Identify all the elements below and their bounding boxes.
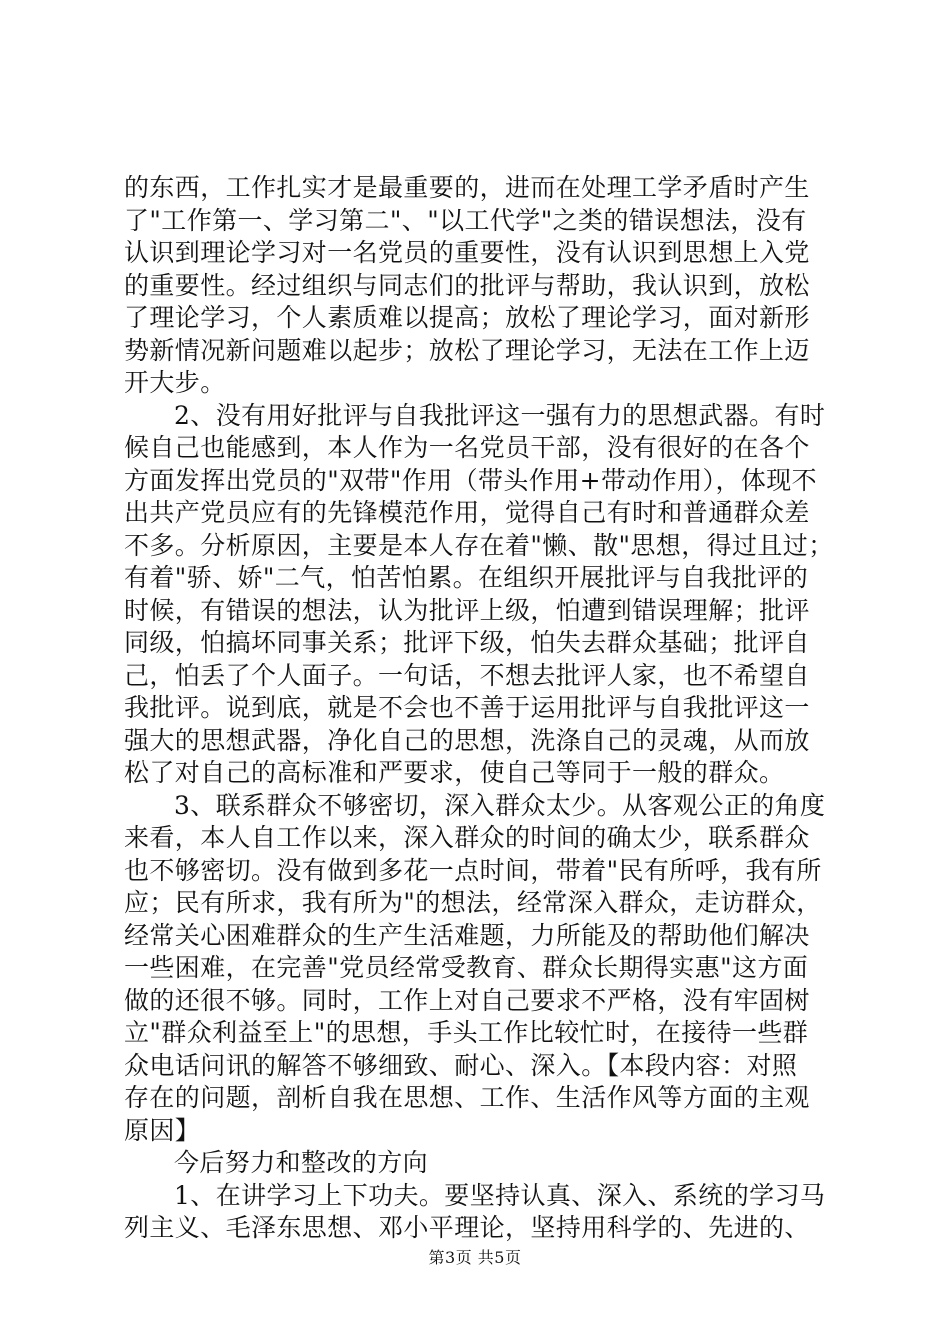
text-line: 时候，有错误的想法，认为批评上级，怕遭到错误理解；批评 [124,595,810,625]
paragraph-first-line: 1、在讲学习上下功夫。要坚持认真、深入、系统的学习马 [174,1180,826,1210]
text-line: 不多。分析原因，主要是本人存在着"懒、散"思想，得过且过； [124,530,834,560]
text-line: 了"工作第一、学习第二"、"以工代学"之类的错误想法，没有 [124,205,807,235]
text-line: 开大步。 [124,368,226,397]
text-line: 我批评。说到底，就是不会也不善于运用批评与自我批评这一 [124,693,810,722]
text-line: 立"群众利益至上"的思想，手头工作比较忙时，在接待一些群 [124,1018,809,1047]
text-line: 经常关心困难群众的生产生活难题，力所能及的帮助他们解决 [124,920,810,950]
paragraph-first-line: 3、联系群众不够密切，深入群众太少。从客观公正的角度 [174,790,826,820]
text-line: 众电话问讯的解答不够细致、耐心、深入。【本段内容：对照 [124,1050,798,1080]
text-line: 己，怕丢了个人面子。一句话，不想去批评人家，也不希望自 [124,660,810,690]
text-line: 同级，怕搞坏同事关系；批评下级，怕失去群众基础；批评自 [124,628,810,657]
text-line: 应；民有所求，我有所为"的想法，经常深入群众，走访群众， [124,888,822,917]
page-footer: 第3页 共5页 [428,1248,522,1267]
text-line: 强大的思想武器，净化自己的思想，洗涤自己的灵魂，从而放 [124,725,810,755]
text-line: 认识到理论学习对一名党员的重要性，没有认识到思想上入党 [124,238,810,267]
text-line: 也不够密切。没有做到多花一点时间，带着"民有所呼，我有所 [124,855,822,885]
text-line: 来看，本人自工作以来，深入群众的时间的确太少，联系群众 [124,823,810,852]
paragraph-first-line: 2、没有用好批评与自我批评这一强有力的思想武器。有时 [174,400,826,430]
text-line: 原因】 [124,1115,201,1145]
text-line: 势新情况新问题难以起步；放松了理论学习，无法在工作上迈 [124,335,810,365]
document-body [124,172,834,1245]
text-line: 做的还很不够。同时，工作上对自己要求不严格，没有牢固树 [124,985,810,1015]
text-line: 的东西，工作扎实才是最重要的，进而在处理工学矛盾时产生 [124,173,810,202]
text-line: 列主义、毛泽东思想、邓小平理论，坚持用科学的、先进的、 [124,1213,810,1242]
text-line: 一些困难，在完善"党员经常受教育、群众长期得实惠"这方面 [124,953,809,982]
text-line: 出共产党员应有的先锋模范作用，觉得自己有时和普通群众差 [124,498,810,527]
text-line: 存在的问题，剖析自我在思想、工作、生活作风等方面的主观 [124,1083,810,1112]
text-line: 方面发挥出党员的"双带"作用（带头作用+带动作用），体现不 [124,465,818,495]
text-line: 候自己也能感到，本人作为一名党员干部，没有很好的在各个 [124,433,810,462]
text-line: 了理论学习，个人素质难以提高；放松了理论学习，面对新形 [124,303,810,332]
text-line: 松了对自己的高标准和严要求，使自己等同于一般的群众。 [124,758,785,787]
text-line: 的重要性。经过组织与同志们的批评与帮助，我认识到，放松 [124,270,810,300]
text-line: 有着"骄、娇"二气，怕苦怕累。在组织开展批评与自我批评的 [124,563,809,592]
paragraph-first-line: 今后努力和整改的方向 [174,1148,429,1177]
